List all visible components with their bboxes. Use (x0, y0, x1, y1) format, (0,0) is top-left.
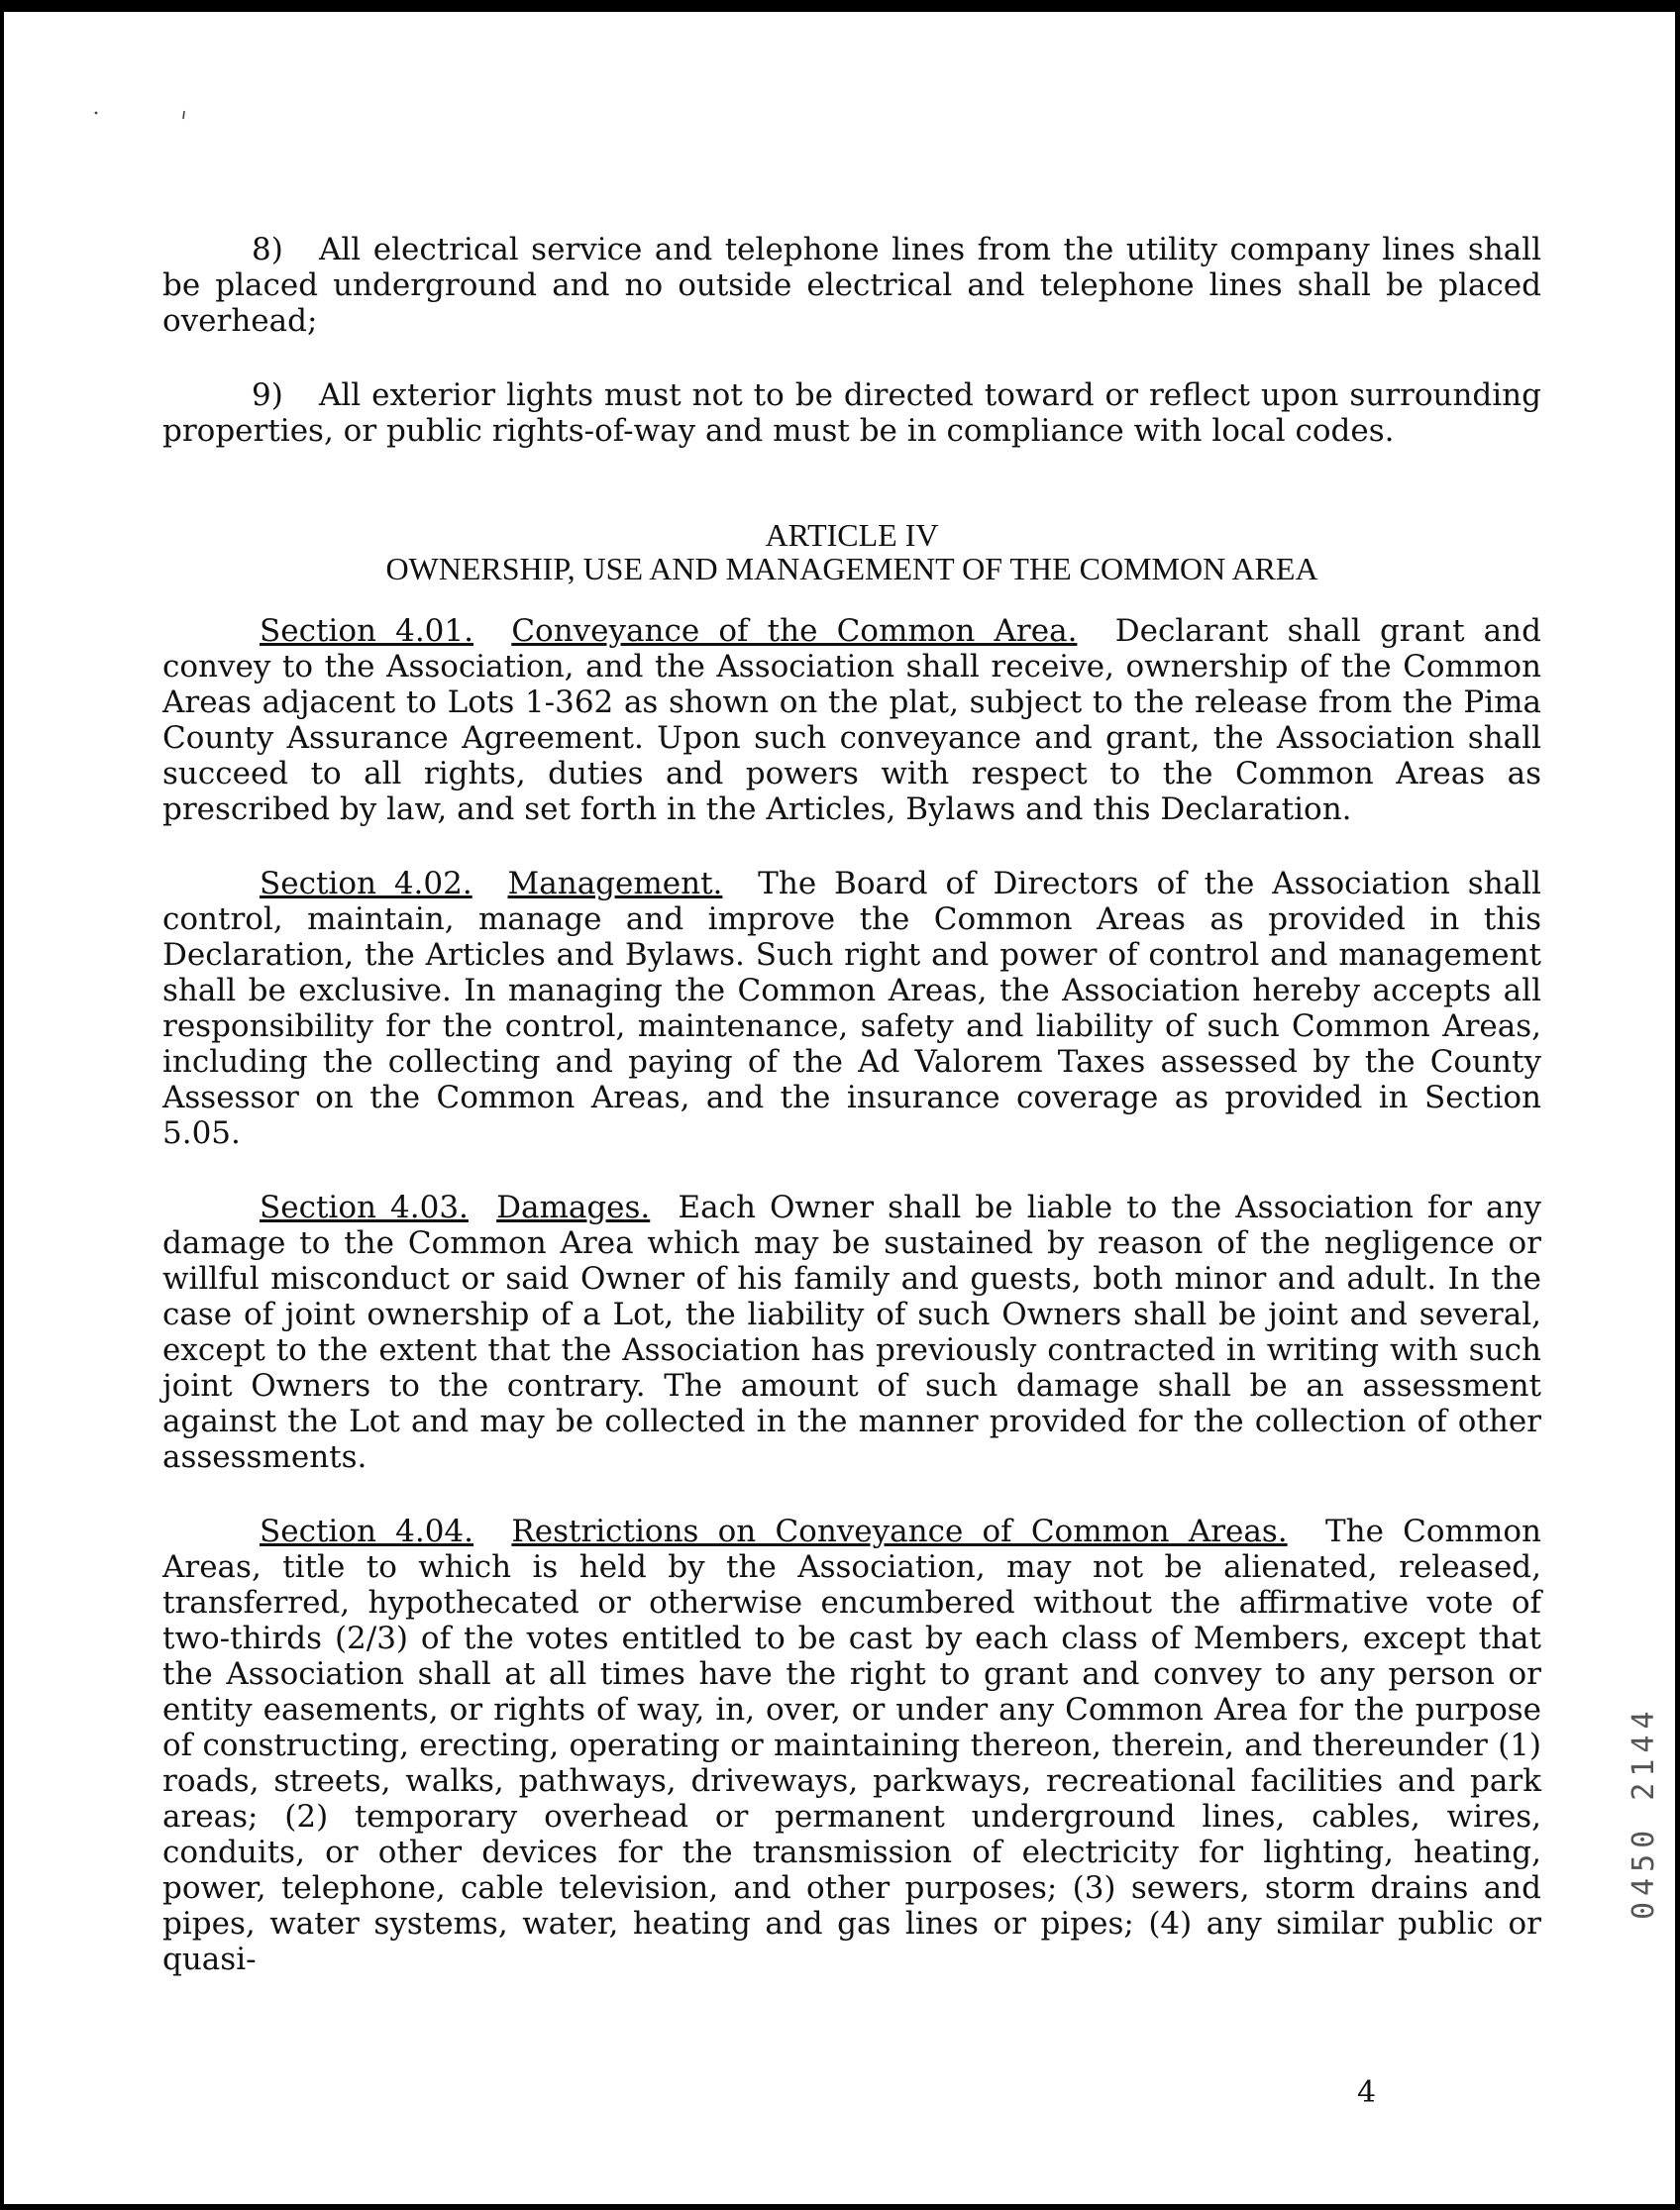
document-body (162, 232, 1541, 2016)
section-text: The Board of Directors of the Association shall control, maintain, manage and improve the Common Areas as provided in this Declaration, the Articles and Bylaws. Such right and power of control and management shall be exclusive. In managing the Common Areas, the Association hereby accepts all responsibility for the control, maintenance, safety and liability of such Common Areas, including the collecting and paying of the Ad Valorem Taxes assessed by the County Assessor on the Common Areas, and the insurance coverage as provided in Section 5.05. (162, 866, 1541, 1151)
section-text: Declarant shall grant and convey to the Association, and the Association shall receive, ownership of the Common Areas adjacent to Lots 1-362 as shown on the plat, subject to the release from the Pima County Assurance Agreement. Upon such conveyance and grant, the Association shall succeed to all rights, duties and powers with respect to the Common Areas as prescribed by law, and set forth in the Articles, Bylaws and this Declaration. (162, 613, 1541, 827)
list-item-9 (162, 377, 1541, 449)
section-4-04 (162, 1514, 1541, 1977)
page-number: 4 (1357, 2075, 1377, 2110)
section-title: Damages. (496, 1190, 651, 1225)
section-number: Section 4.04. (260, 1514, 474, 1549)
item-text: All exterior lights must not to be directed toward or reflect upon surrounding properties, or public rights-of-way and must be in compliance with local codes. (162, 377, 1541, 449)
margin-stamp: 0450 2144 (1627, 1705, 1661, 1920)
section-number: Section 4.01. (260, 613, 473, 649)
section-4-02 (162, 866, 1541, 1151)
section-4-01 (162, 613, 1541, 827)
section-title: Management. (507, 866, 723, 901)
list-item-8 (162, 232, 1541, 339)
article-title: OWNERSHIP, USE AND MANAGEMENT OF THE COMMON AREA (385, 551, 1318, 586)
section-text: The Common Areas, title to which is held by the Association, may not be alienated, released, transferred, hypothecated or otherwise encumbered without the affirmative vote of two-thirds (2/3) of the votes entitled to be cast by each class of Members, except that the Association shall at all times have the right to grant and convey to any person or entity easements, or rights of way, in, over, or under any Common Area for the purpose of constructing, erecting, operating or maintaining thereon, therein, and thereunder (1) roads, streets, walks, pathways, driveways, parkways, recreational facilities and park areas; (2) temporary overhead or permanent underground lines, cables, wires, conduits, or other devices for the transmission of electricity for lighting, heating, power, telephone, cable television, and other purposes; (3) sewers, storm drains and pipes, water systems, water, heating and gas lines or pipes; (4) any similar public or quasi- (162, 1514, 1541, 1977)
article-number: ARTICLE IV (765, 517, 939, 553)
section-number: Section 4.02. (260, 866, 472, 901)
section-title: Conveyance of the Common Area. (511, 613, 1078, 649)
item-number: 8) (252, 232, 283, 267)
section-title: Restrictions on Conveyance of Common Areas. (511, 1514, 1288, 1549)
item-number: 9) (252, 377, 283, 413)
scan-specks (93, 109, 192, 129)
article-heading-block (162, 518, 1541, 585)
item-text: All electrical service and telephone lines from the utility company lines shall be placed underground and no outside electrical and telephone lines shall be placed overhead; (162, 232, 1541, 339)
section-4-03 (162, 1190, 1541, 1475)
section-text: Each Owner shall be liable to the Association for any damage to the Common Area which may be sustained by reason of the negligence or willful misconduct or said Owner of his family and guests, both minor and adult. In the case of joint ownership of a Lot, the liability of such Owners shall be joint and several, except to the extent that the Association has previously contracted in writing with such joint Owners to the contrary. The amount of such damage shall be an assessment against the Lot and may be collected in the manner provided for the collection of other assessments. (162, 1190, 1541, 1475)
section-number: Section 4.03. (260, 1190, 469, 1225)
